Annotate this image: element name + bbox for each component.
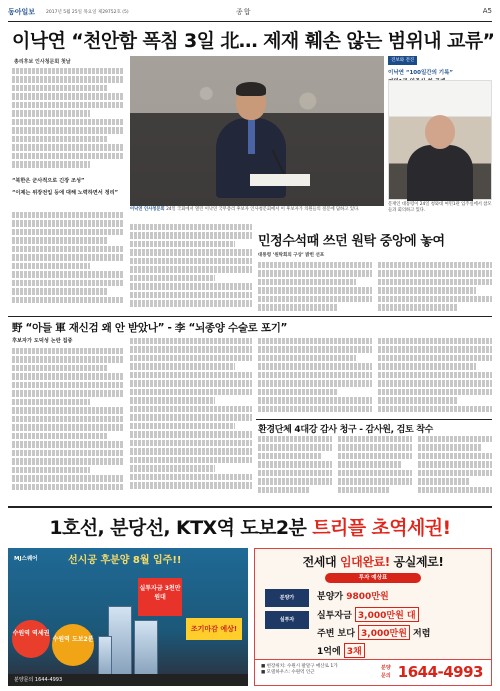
sidebar-photo-caption: 문재인 대통령이 24일 청와대 여민1관 입주실에서 참모들과 회의하고 있다.: [388, 202, 492, 213]
advertisement[interactable]: [8, 506, 492, 686]
photo-caption-label: 이낙연 인사청문회: [130, 207, 165, 212]
ad-row-investment: [317, 607, 487, 622]
sidebar-title[interactable]: 이낙연 “100일간의 기록”: [388, 70, 454, 76]
main-photo: [130, 56, 384, 206]
ad-row-three-units: [317, 643, 487, 658]
article3-headline[interactable]: 野 “아들 軍 재신검 왜 안 받았나” - 李 “뇌종양 수술로 포기”: [12, 322, 288, 334]
ad-right-title: [255, 553, 491, 570]
ad-right-title-post: 공실제로!: [389, 555, 444, 569]
ad-left-contact: 분양문의 1644-4993: [8, 674, 248, 686]
main-headline[interactable]: 이낙연 “천안함 폭침 3일 北… 제재 훼손 않는 범위내 교류”: [12, 30, 495, 52]
article1-body-col1b: [12, 212, 124, 316]
ad-circle-walk: 수원역 도보2분: [52, 624, 94, 666]
article4-body-col3: [418, 436, 492, 500]
ad-badge-early-close: 조기마감 예상!: [186, 618, 242, 640]
article3-body-col3: [258, 338, 372, 418]
section-name: 종합: [236, 8, 252, 16]
ad-phone-number[interactable]: 1644-4993: [397, 663, 483, 681]
masthead: [8, 6, 492, 22]
article4-body-col1: [258, 436, 332, 500]
row-value: 3,000만원: [358, 625, 410, 640]
sidebar-tag: 진보와 전진: [388, 56, 417, 65]
row-label: 분양가: [317, 592, 344, 602]
article1-subhead-2: “이제는 위장전입 등에 대해 노력하면서 정리”: [12, 190, 119, 196]
issue-date: 2017년 5월 25일 목요일 제29752호 (5): [46, 10, 129, 15]
sidebar-photo: [388, 80, 492, 200]
row-value: 3채: [344, 643, 365, 658]
row-value: 3,000만원 대: [355, 607, 419, 622]
article3-body-col1: [12, 348, 124, 500]
ad-right-panel[interactable]: [254, 548, 492, 686]
ad-row-price: [317, 589, 487, 602]
article2-body-col2: [378, 262, 492, 316]
page-number: A5: [482, 7, 492, 15]
article3-byline: 후보자가 도덕성 논란 집중: [12, 338, 73, 344]
ad-headline-highlight: 트리플 초역세권!: [312, 517, 451, 539]
price-icon: 분양가: [265, 589, 309, 607]
article2-byline: 대통령 ‘원탁회의 구상’ 밝힌 선포: [258, 253, 325, 258]
ad-row-cheaper: [317, 625, 487, 640]
section-divider-2: [256, 419, 492, 420]
photo-caption-text: 24일 국회에서 열린 이낙연 국무총리 후보자 인사청문회에서 이 후보자가 의원들의 질문에 답하고 있다.: [166, 207, 360, 212]
ad-contact-location: ■ 현장위치: 수원시 팔달구 매산로 1가 ■ 모델하우스: 수원역 인근: [261, 664, 338, 675]
ad-headline[interactable]: [8, 512, 492, 544]
row-value: 9800만원: [346, 592, 389, 602]
ad-right-title-pre: 전세대: [302, 555, 340, 569]
ad-circle-station: 수원역 역세권: [12, 620, 50, 658]
section-divider-1: [8, 316, 492, 317]
row-label: 1억에: [317, 647, 344, 657]
article1-subhead-1: “북한은 군사적으로 긴장 조성”: [12, 178, 85, 184]
invest-icon: 실투자: [265, 611, 309, 629]
ad-brand: MJ스퀘어: [14, 556, 38, 562]
article4-headline[interactable]: 환경단체 4대강 감사 청구 - 감사원, 검토 착수: [258, 425, 434, 435]
ad-contact[interactable]: [255, 659, 491, 685]
article3-body-col2: [130, 338, 252, 500]
ad-contact-label: 분양 문의: [381, 665, 391, 679]
article1-byline: 총리후보 인사청문회 첫날: [14, 59, 71, 65]
ad-tagline: 선시공 후분양 8월 입주!!: [68, 555, 182, 566]
newspaper-logo: 동아일보: [8, 8, 36, 16]
ad-left-panel[interactable]: [8, 548, 248, 686]
ad-pill: 투자 예상표: [325, 573, 421, 583]
main-photo-caption: [130, 207, 384, 213]
article1-body-col1: [12, 68, 124, 176]
row-post: 저렴: [413, 629, 431, 639]
ad-headline-text: 1호선, 분당선, KTX역 도보2분: [49, 517, 313, 539]
ad-badge: 실투자금 3천만원대: [138, 578, 182, 616]
ad-right-title-hl: 임대완료!: [339, 555, 390, 569]
article1-body-col2: [130, 224, 252, 316]
article4-body-col2: [338, 436, 412, 500]
row-label: 실투자금: [317, 611, 355, 621]
article2-headline[interactable]: 민정수석때 쓰던 원탁 중앙에 놓여: [258, 234, 445, 249]
row-label: 주변 보다: [317, 629, 359, 639]
article3-body-col4: [378, 338, 492, 418]
article2-body-col1: [258, 262, 372, 316]
